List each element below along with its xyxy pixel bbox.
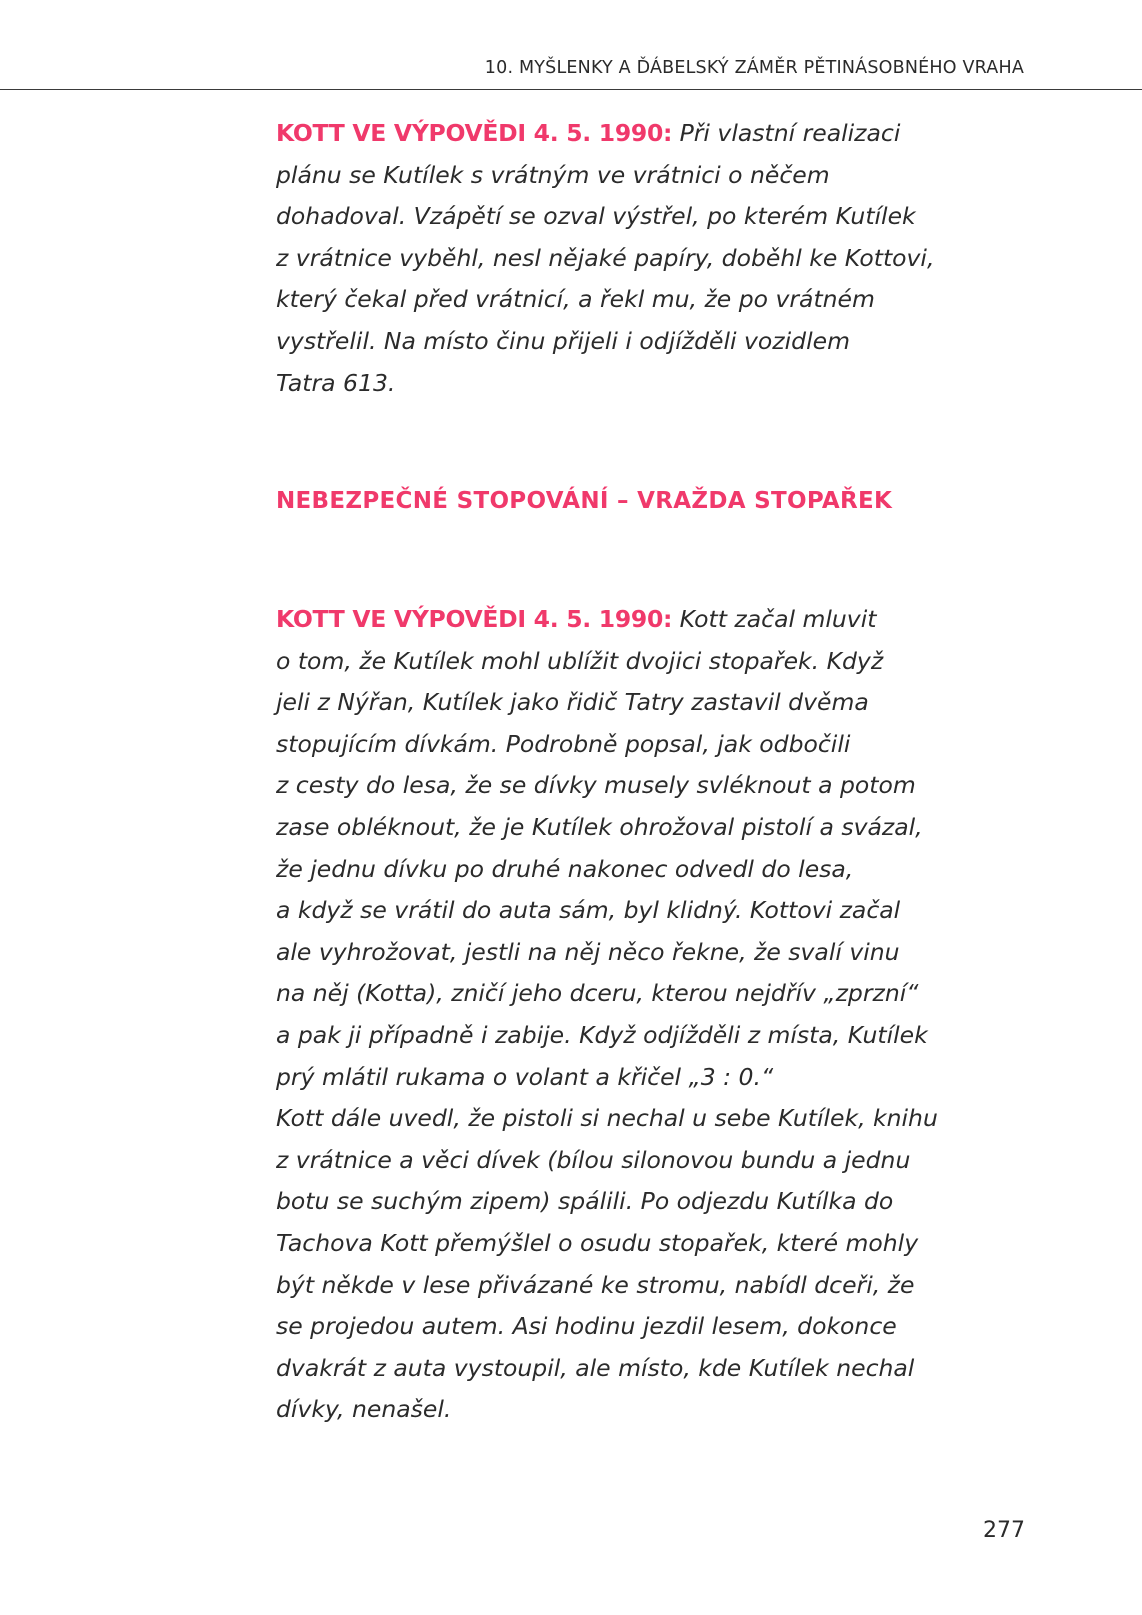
paragraph-line: Tatra 613. bbox=[276, 368, 396, 397]
paragraph-line: a pak ji případně i zabije. Když odjížděli z místa, Kutílek bbox=[276, 1020, 928, 1049]
paragraph-line: z cesty do lesa, že se dívky musely svléknout a potom bbox=[276, 771, 916, 800]
paragraph-line: jeli z Nýřan, Kutílek jako řidič Tatry zastavil dvěma bbox=[276, 688, 869, 717]
running-title: 10. MYŠLENKY A ĎÁBELSKÝ ZÁMĚR PĚTINÁSOBNÉHO VRAHA bbox=[484, 58, 1024, 78]
paragraph-line: že jednu dívku po druhé nakonec odvedl do lesa, bbox=[276, 854, 854, 883]
paragraph-line: dohadoval. Vzápětí se ozval výstřel, po kterém Kutílek bbox=[276, 202, 916, 231]
paragraph-2 bbox=[276, 599, 976, 1431]
paragraph-first-line-text: Při vlastní realizaci bbox=[672, 119, 901, 147]
paragraph-1 bbox=[276, 113, 976, 404]
paragraph-line: plánu se Kutílek s vrátným ve vrátnici o něčem bbox=[276, 160, 830, 189]
paragraph-line: být někde v lese přivázané ke stromu, nabídl dceři, že bbox=[276, 1270, 915, 1299]
paragraph-line: stopujícím dívkám. Podrobně popsal, jak odbočili bbox=[276, 729, 851, 758]
paragraph-line bbox=[276, 113, 976, 155]
testimony-lead: KOTT VE VÝPOVĚDI 4. 5. 1990: bbox=[276, 605, 673, 633]
testimony-lead: KOTT VE VÝPOVĚDI 4. 5. 1990: bbox=[276, 119, 673, 147]
paragraph-line: který čekal před vrátnicí, a řekl mu, že po vrátném bbox=[276, 285, 875, 314]
paragraph-line: vystřelil. Na místo činu přijeli i odjížděli vozidlem bbox=[276, 326, 850, 355]
paragraph-line: prý mlátil rukama o volant a křičel „3 : 0.“ bbox=[276, 1062, 774, 1091]
paragraph-first-line-text: Kott začal mluvit bbox=[672, 605, 877, 633]
paragraph-line: o tom, že Kutílek mohl ublížit dvojici stopařek. Když bbox=[276, 646, 884, 675]
paragraph-line: a když se vrátil do auta sám, byl klidný. Kottovi začal bbox=[276, 896, 901, 925]
paragraph-line: z vrátnice a věci dívek (bílou silonovou bundu a jednu bbox=[276, 1145, 911, 1174]
paragraph-line: dívky, nenašel. bbox=[276, 1395, 452, 1424]
paragraph-line: se projedou autem. Asi hodinu jezdil lesem, dokonce bbox=[276, 1312, 897, 1341]
page-number: 277 bbox=[983, 1518, 1025, 1543]
paragraph-line: dvakrát z auta vystoupil, ale místo, kde Kutílek nechal bbox=[276, 1353, 915, 1382]
paragraph-line: botu se suchým zipem) spálili. Po odjezdu Kutílka do bbox=[276, 1187, 894, 1216]
section-heading: NEBEZPEČNÉ STOPOVÁNÍ – VRAŽDA STOPAŘEK bbox=[276, 488, 893, 514]
paragraph-line: na něj (Kotta), zničí jeho dceru, kterou nejdřív „zprzní“ bbox=[276, 979, 919, 1008]
paragraph-line: z vrátnice vyběhl, nesl nějaké papíry, doběhl ke Kottovi, bbox=[276, 243, 935, 272]
paragraph-line: Tachova Kott přemýšlel o osudu stopařek, které mohly bbox=[276, 1228, 919, 1257]
paragraph-line bbox=[276, 599, 976, 641]
paragraph-line: Kott dále uvedl, že pistoli si nechal u sebe Kutílek, knihu bbox=[276, 1104, 938, 1133]
running-header bbox=[0, 0, 1142, 90]
paragraph-line: ale vyhrožovat, jestli na něj něco řekne, že svalí vinu bbox=[276, 937, 900, 966]
paragraph-line: zase obléknout, že je Kutílek ohrožoval pistolí a svázal, bbox=[276, 812, 923, 841]
